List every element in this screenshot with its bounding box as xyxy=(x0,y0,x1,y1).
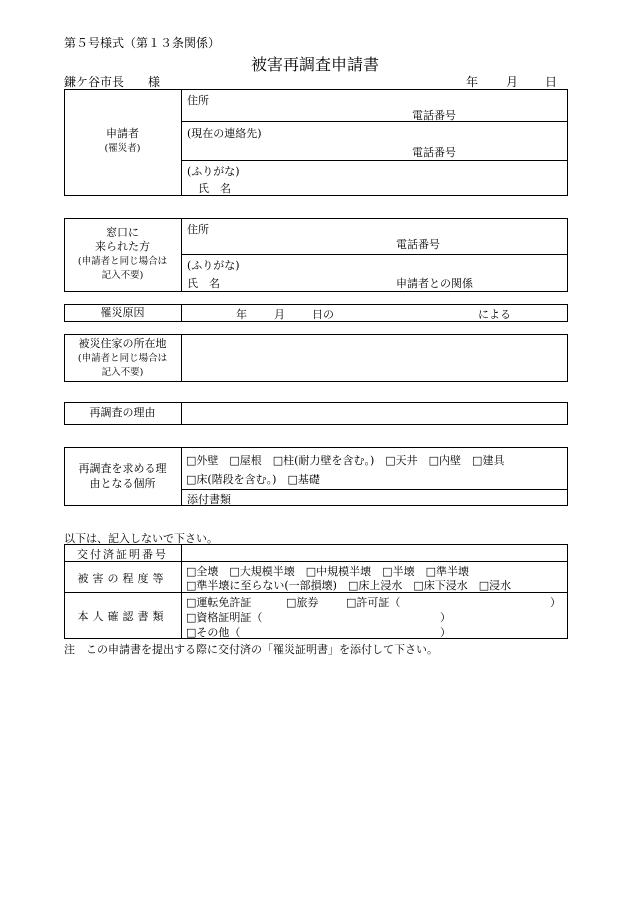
visitor-name-label: 氏 名 xyxy=(187,277,220,290)
cert-number-label: 交付済証明番号 xyxy=(77,548,168,561)
office-note: 以下は、記入しないで下さい。 xyxy=(64,532,218,545)
visitor-phone-label: 電話番号 xyxy=(396,238,440,251)
applicant-name-label: 氏 名 xyxy=(198,182,231,195)
addressee: 鎌ケ谷市長 様 xyxy=(64,75,161,89)
parts-row-2: □床(階段を含む。) □基礎 xyxy=(186,473,320,486)
visitor-label-2: 来られた方 xyxy=(95,240,150,253)
date-day: 日 xyxy=(545,75,558,89)
visitor-furigana-label: (ふりがな) xyxy=(187,259,240,272)
visitor-note-1: (申請者と同じ場合は xyxy=(77,256,168,267)
id-qualification-close: ） xyxy=(440,611,451,624)
id-permit: □許可証（ xyxy=(346,596,401,609)
applicant-label: 申請者 xyxy=(106,127,139,140)
damage-row-2: □準半壊に至らない(一部損壊) □床上浸水 □床下浸水 □浸水 xyxy=(186,579,512,592)
parts-label-1: 再調査を求める理 xyxy=(78,462,167,475)
location-note-1: (申請者と同じ場合は xyxy=(77,353,168,364)
id-other: □その他（ xyxy=(186,626,241,639)
parts-row-1: □外壁 □屋根 □柱(耐力壁を含む。) □天井 □内壁 □建具 xyxy=(186,454,505,467)
damage-row-1: □全壊 □大規模半壊 □中規模半壊 □半壊 □準半壊 xyxy=(186,565,469,578)
applicant-contact-label: (現在の連絡先) xyxy=(187,127,262,140)
attachments-label: 添付書類 xyxy=(187,493,231,506)
cause-month: 月 xyxy=(274,308,285,321)
id-docs-label: 本人確認書類 xyxy=(77,610,168,623)
parts-label-2: 由となる個所 xyxy=(89,477,156,490)
footer-note: 注 この申請書を提出する際に交付済の「罹災証明書」を添付して下さい。 xyxy=(64,643,438,656)
applicant-address-label: 住所 xyxy=(187,94,209,107)
cause-by: による xyxy=(478,308,511,321)
visitor-label-1: 窓口に xyxy=(106,226,139,239)
id-other-close: ） xyxy=(440,626,451,639)
applicant-furigana-label: (ふりがな) xyxy=(187,165,240,178)
cause-year: 年 xyxy=(236,308,247,321)
visitor-relation-label: 申請者との関係 xyxy=(396,277,473,290)
page-title: 被害再調査申請書 xyxy=(250,55,379,74)
id-permit-close: ） xyxy=(550,596,561,609)
id-qualification: □資格証明証（ xyxy=(186,611,263,624)
visitor-address-label: 住所 xyxy=(187,223,209,236)
reason-label: 再調査の理由 xyxy=(89,406,156,419)
date-month: 月 xyxy=(506,75,519,89)
applicant-sublabel: (罹災者) xyxy=(104,143,141,154)
id-drivers-license: □運転免許証 xyxy=(186,596,252,609)
date-year: 年 xyxy=(466,75,479,89)
form-id: 第５号様式（第１３条関係） xyxy=(64,36,221,50)
applicant-phone-label: 電話番号 xyxy=(412,109,456,122)
visitor-note-2: 記入不要) xyxy=(101,270,144,281)
cause-day-of: 日の xyxy=(312,308,334,321)
applicant-contact-phone-label: 電話番号 xyxy=(412,146,456,159)
location-note-2: 記入不要) xyxy=(101,367,144,378)
damage-label: 被害の程度等 xyxy=(77,572,168,585)
location-label: 被災住家の所在地 xyxy=(78,337,167,350)
id-passport: □旅券 xyxy=(286,596,319,609)
cause-label: 罹災原因 xyxy=(100,306,145,319)
